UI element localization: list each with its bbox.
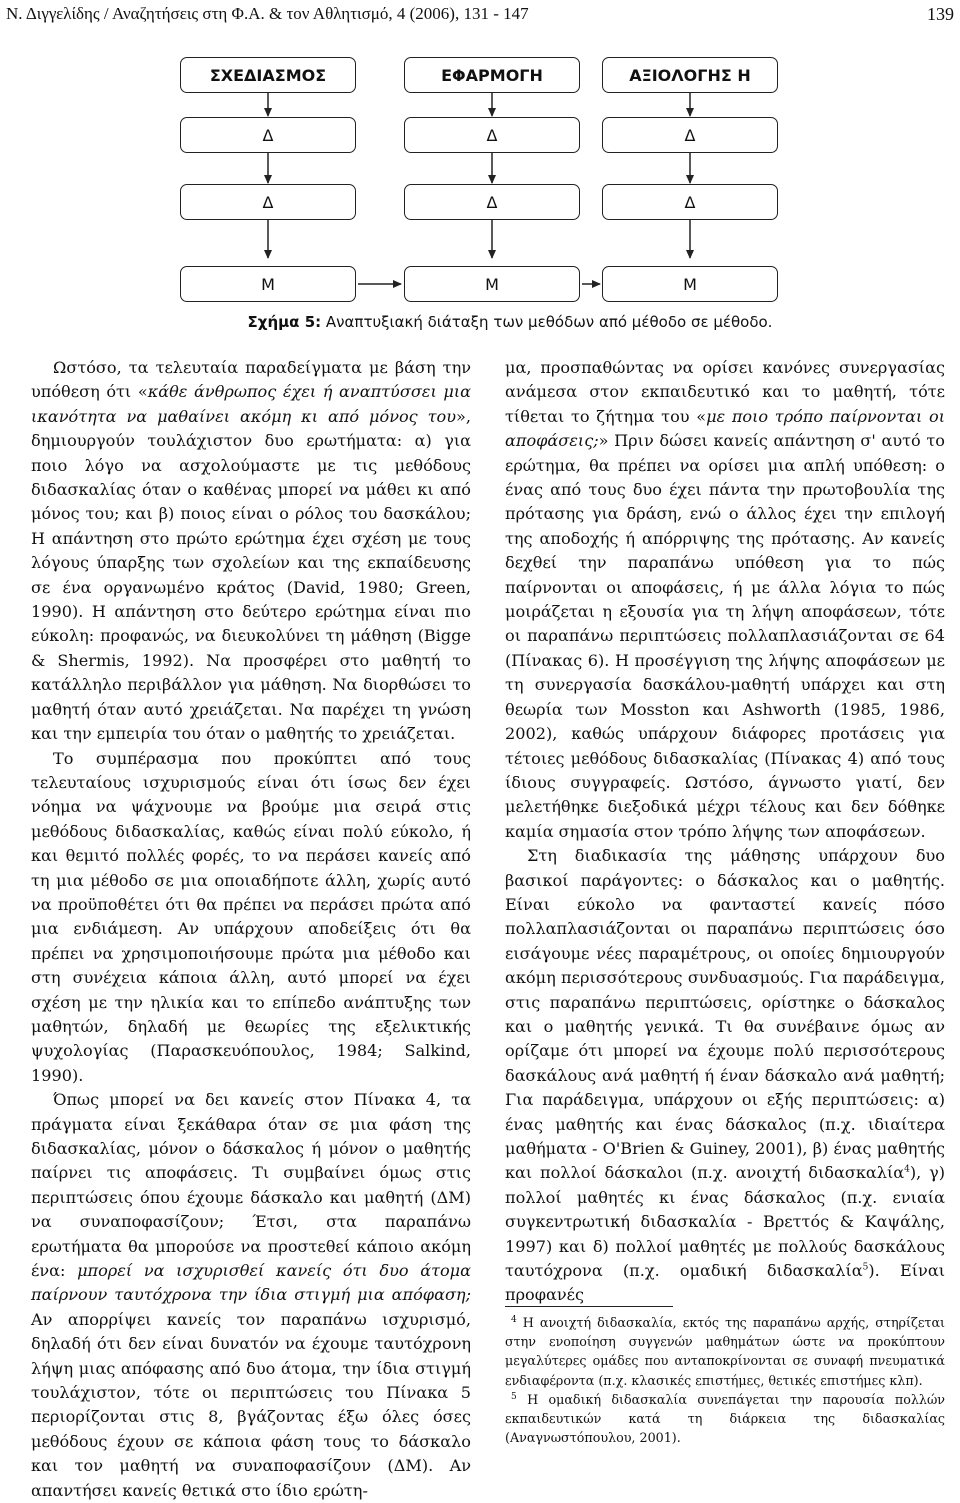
node-box: Δ (180, 184, 356, 220)
text-run: », δημιουργούν τουλάχιστον δυο ερωτήματα: α) για ποιο λόγο να ασχολούμαστε με τις μεθόδους διδασκαλίας όταν ο καθένας μπορεί να μάθει κι από μόνος του; και β) ποιος είναι ο ρόλος του δασκάλου; Η απάντηση στο πρώτο ερώτημα έχει σχέση με τους λόγους ύπαρξης των σχολείων και της εκπαίδευσης σε ένα οργανωμένο κράτος (David, 1980; Green, 1990). Η απάντηση στο δεύτερο ερώτημα είναι πιο εύκολη: προφανώς, να διευκολύνει τη μάθηση (Bigge & Shermis, 1992). Να προσφέρει στο μαθητή το κατάλληλο περιβάλλον για μάθηση. Να διορθώσει το μαθητή όταν αυτό χρειάζεται. Να παρέχει τη γνώση και την εμπειρία του όταν ο μαθητής το χρειάζεται. (31, 406, 471, 744)
footnote-rule (505, 1306, 673, 1307)
text-run: Στη διαδικασία της μάθησης υπάρχουν δυο βασικοί παράγοντες: ο δάσκαλος και ο μαθητής. Είναι εύκολο να φανταστεί κανείς πόσο πολλαπλασιάζονται οι παραπάνω περιπτώσεις όσο εισάγουμε νέες παραμέτρους, οι οποίες δημιουργούν ακόμη περισσότερους συνδυασμούς. Για παράδειγμα, στις παραπάνω περιπτώσεις, ορίστηκε ο δάσκαλος και ο μαθητής γενικά. Τι θα συνέβαινε όμως αν ορίζαμε ότι μπορεί να έχουμε πολύ περισσότερους δασκάλους ανά μαθητή ή έναν δάσκαλο ανά μαθητή; Για παράδειγμα, υπάρχουν οι εξής περιπτώσεις: α) ένας μαθητής και ένας δάσκαλος (π.χ. ιδιαίτερα μαθήματα - O'Brien & Guiney, 2001), β) ένας μαθητής και πολλοί δάσκαλοι (π.χ. ανοιχτή διδασκαλία (505, 846, 945, 1183)
page-number: 139 (927, 4, 954, 24)
text-run: μα, προσπαθώντας να ορίσει κανόνες συνεργασίας ανάμεσα στον εκπαιδευτικό και το μαθητή, τότε τίθεται το ζήτημα του « (505, 358, 945, 426)
node-box: Μ (404, 266, 580, 302)
node-box: Δ (404, 117, 580, 153)
text-run: » Πριν δώσει κανείς απάντηση σ' αυτό το ερώτημα, θα πρέπει να ορίσει μια απλή υπόθεση: ο ένας από τους δυο έχει πάντα την πρωτοβουλία της πρότασης για δράση, ενώ ο άλλος έχει την επιλογή της αποδοχής ή απόρριψης της πρότασης. Αν κανείς δεχθεί την παραπάνω υπόθεση για το πώς παίρνονται οι αποφάσεις, ή με άλλα λόγια το πώς μοιράζεται η εξουσία για τη λήψη αποφάσεων, τότε οι παραπάνω περιπτώσεις πολλαπλασιάζονται σε 64 (Πίνακας 6). Η προσέγγιση της λήψης αποφάσεων με τη συνεργασία δασκάλου-μαθητή υπάρχει και στη θεωρία των Mosston και Ashworth (1985, 1986, 2002), καθώς υπάρχουν διάφορες προτάσεις για τέτοιες μεθόδους διδασκαλίας (Πίνακας 4) από τους ίδιους συγγραφείς. Ωστόσο, άγνωστο γιατί, δεν μελετήθηκε διεξοδικά μέχρι τέλους και δεν δόθηκε καμία σημασία στον τρόπο λήψης των αποφάσεων. (505, 431, 945, 841)
footnote-ref: 4 (904, 1165, 910, 1176)
left-column (31, 356, 471, 1503)
figure-caption (0, 313, 960, 331)
paragraph (505, 844, 945, 1308)
node-box: Δ (404, 184, 580, 220)
footnote-number: 4 (511, 1314, 517, 1325)
phase-box-planning: ΣΧΕΔΙΑΣΜΟΣ (180, 57, 356, 93)
paragraph (31, 1088, 471, 1503)
text-run: Αν απορρίψει κανείς τον παραπάνω ισχυρισμό, δηλαδή ότι δεν είναι δυνατόν να έχουμε ταυτόχρονη λήψη μιας απόφασης από δυο άτομα, την ίδια στιγμή τουλάχιστον, τότε οι περιπτώσεις του Πίνακα 5 περιορίζονται στις 8, βγάζοντας έξω όλες όσες μεθόδους έχουν σε κάποια φάση τους το δάσκαλο και τον μαθητή να συναποφασίζουν (ΔΜ). Αν απαντήσει κανείς θετικά στο ίδιο ερώτη- (31, 1309, 471, 1500)
italic-text: κάθε άνθρωπος έχει ή αναπτύσσει μια ικανότητα να μαθαίνει ακόμη κι από μόνος του (31, 382, 472, 426)
italic-text: μπορεί να ισχυρισθεί κανείς ότι δυο άτομα παίρνουν ταυτόχρονα την ίδια στιγμή μια απόφαση; (31, 1261, 471, 1305)
phase-box-evaluation: ΑΞΙΟΛΟΓΗΣ Η (602, 57, 778, 93)
caption-label: Σχήμα 5: (247, 313, 322, 331)
paragraph (31, 747, 471, 1089)
figure-5 (0, 0, 960, 345)
node-box: Μ (180, 266, 356, 302)
node-box: Μ (602, 266, 778, 302)
figure-arrows (0, 0, 960, 310)
node-box: Δ (180, 117, 356, 153)
node-box: Δ (602, 184, 778, 220)
running-title: Ν. Διγγελίδης / Αναζητήσεις στη Φ.Α. & τον Αθλητισμό, 4 (2006), 131 - 147 (6, 4, 529, 23)
caption-text: Αναπτυξιακή διάταξη των μεθόδων από μέθοδο σε μέθοδο. (321, 313, 773, 331)
phase-box-implementation: ΕΦΑΡΜΟΓΗ (404, 57, 580, 93)
text-run: Όπως μπορεί να δει κανείς στον Πίνακα 4, τα πράγματα είναι ξεκάθαρα όταν σε μια φάση της διδασκαλίας, μόνον ο δάσκαλος ή μόνον ο μαθητής παίρνει τις αποφάσεις. Τι συμβαίνει όμως στις περιπτώσεις όπου έχουμε δάσκαλο και μαθητή (ΔΜ) να συναποφασίζουν; Έτσι, στα παραπάνω ερωτήματα θα μπορούσε να προστεθεί κάποιο ακόμη ένα: (31, 1090, 471, 1281)
footnote-text: Η ομαδική διδασκαλία συνεπάγεται την παρουσία πολλών εκπαιδευτικών κατά τη διάρκεια της διδασκαλίας (Αναγνωστόπουλου, 2001). (505, 1391, 945, 1446)
footnote-number: 5 (511, 1391, 517, 1402)
paragraph (31, 356, 471, 747)
italic-text: με ποιο τρόπο παίρνονται οι αποφάσεις; (505, 406, 946, 451)
text-run: ). Είναι προφανές (505, 1261, 946, 1305)
right-column (505, 356, 945, 1308)
footnotes (505, 1306, 945, 1447)
footnote-text: Η ανοιχτή διδασκαλία, εκτός της παραπάνω αρχής, στηρίζεται στην ενοποίηση συγγενών μαθημάτων ώστε να προκύπτουν μεγαλύτερες ομάδες που ανταποκρίνονται σε συναφή πνευματικά ενδιαφέροντα (π.χ. κλασικές επιστήμες, θετικές επιστήμες κλπ). (505, 1315, 945, 1388)
footnote (505, 1390, 945, 1448)
footnote (505, 1313, 945, 1390)
text-run: Το συμπέρασμα που προκύπτει από τους τελευταίους ισχυρισμούς είναι ότι ίσως δεν έχει νόημα να ψάχνουμε να βρούμε μια σειρά στις μεθόδους διδασκαλίας, καθώς είναι πολύ εύκολο, ή και θεμιτό πολλές φορές, το να περάσει κανείς από τη μια μέθοδο σε μια οποιαδήποτε άλλη, χωρίς αυτό να προϋποθέτει ότι θα πρέπει να περάσει πρώτα από μια ενδιάμεση. Αν υπάρχουν αποδείξεις ότι θα πρέπει να χρησιμοποιήσουμε πρώτα μια μέθοδο και στη συνέχεια κάποια άλλη, αυτό μπορεί να έχει σχέση με την ηλικία και το επίπεδο ανάπτυξης των μαθητών, δηλαδή με θεωρίες της εξελικτικής ψυχολογίας (Παρασκευόπουλος, 1984; Salkind, 1990). (31, 748, 471, 1085)
text-run: Ωστόσο, τα τελευταία παραδείγματα με βάση την υπόθεση ότι « (31, 358, 471, 402)
text-run: ), γ) πολλοί μαθητές κι ένας δάσκαλος (π.χ. ενιαία συγκεντρωτική διδασκαλία - Βρεττός & Καψάλης, 1997) και δ) πολλοί μαθητές με πολλούς δασκάλους ταυτόχρονα (π.χ. ομαδική διδασκαλία (505, 1163, 945, 1281)
node-box: Δ (602, 117, 778, 153)
footnote-ref: 5 (862, 1262, 869, 1273)
paragraph (505, 356, 945, 844)
